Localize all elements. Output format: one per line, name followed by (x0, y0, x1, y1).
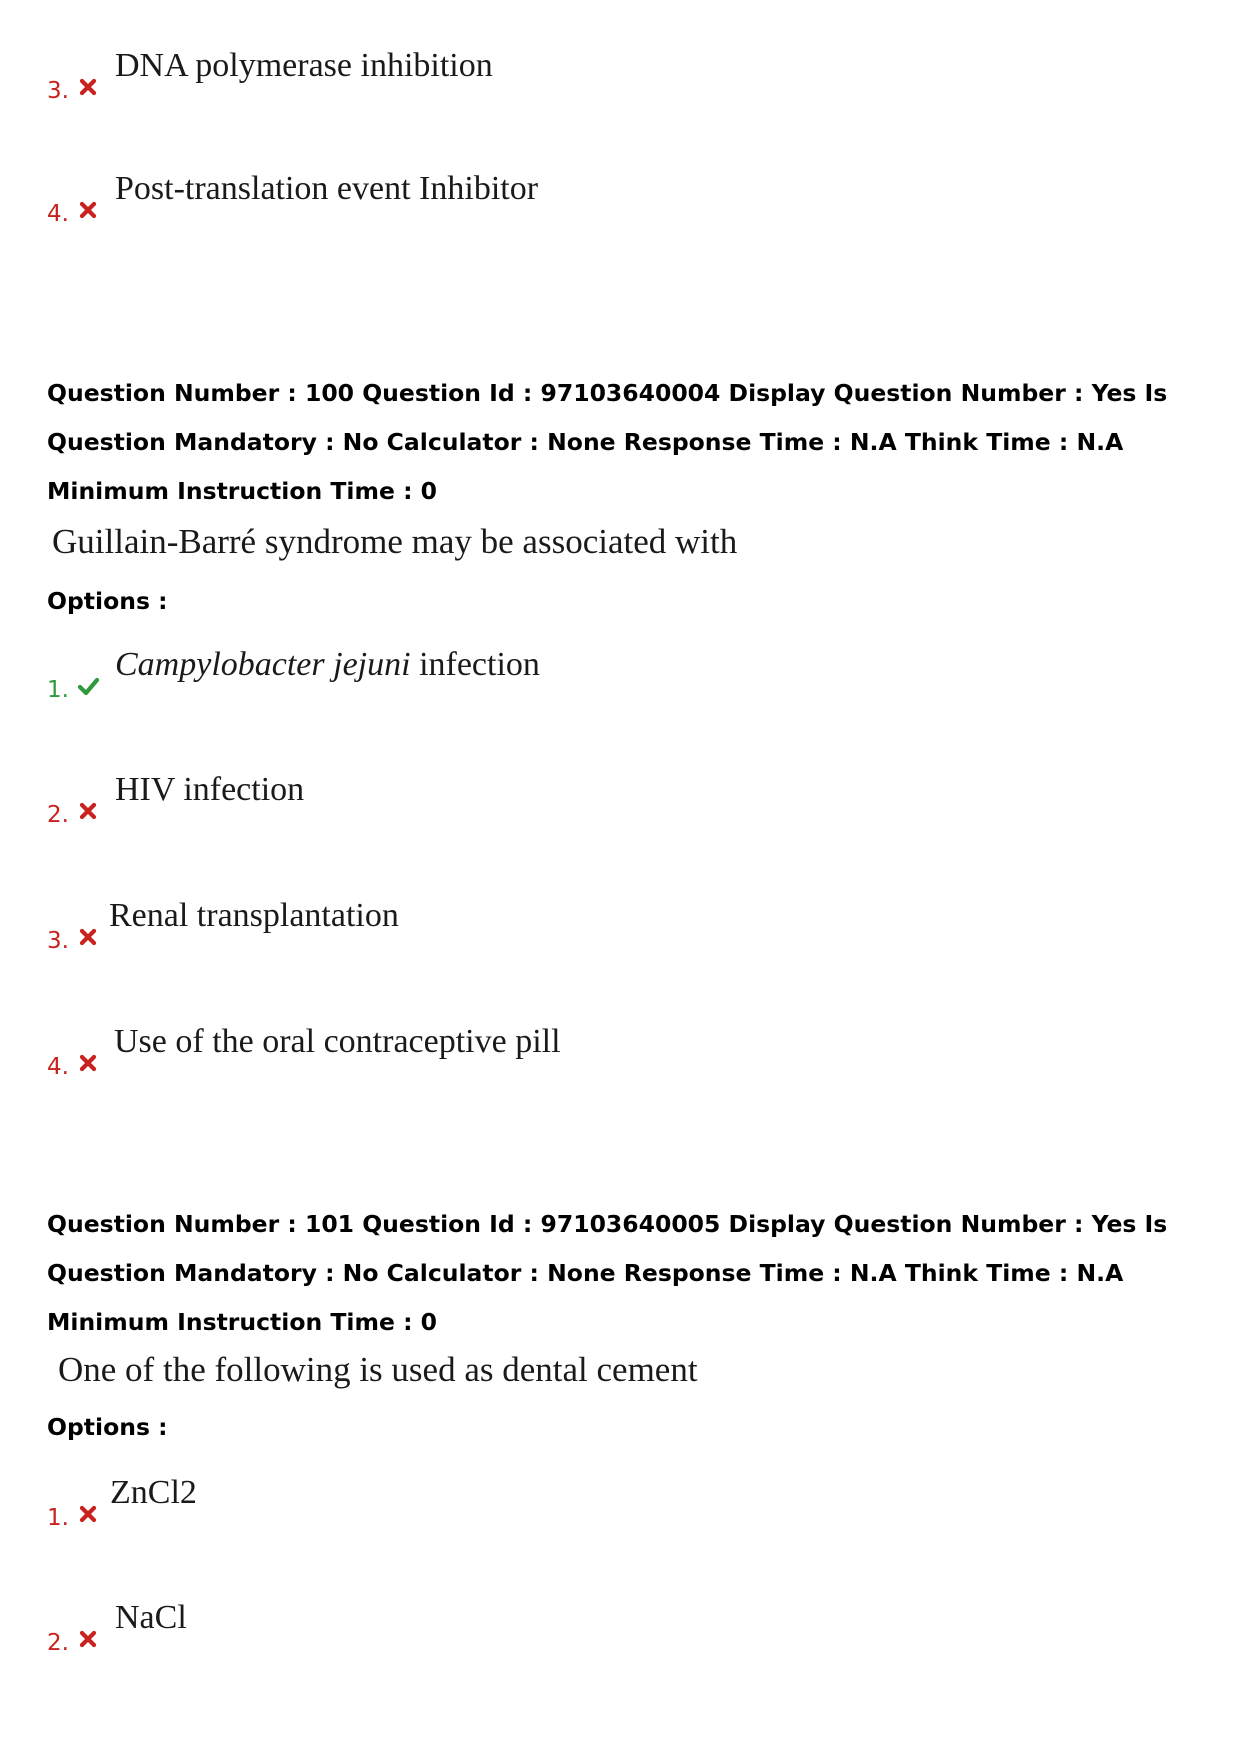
option-item (47, 1596, 947, 1656)
options-label: Options : (47, 587, 168, 615)
option-text: Renal transplantation (109, 897, 399, 934)
cross-icon (77, 800, 99, 822)
question-meta: Question Number : 100 Question Id : 97103640004 Display Question Number : Yes Is Question Mandatory : No Calculator : None Response Time : N.A Think Time : N.A Minimum Instruction Time : 0 (47, 379, 1168, 505)
option-text-italic: Campylobacter jejuni (115, 646, 411, 683)
question-meta: Question Number : 101 Question Id : 97103640005 Display Question Number : Yes Is Question Mandatory : No Calculator : None Response Time : N.A Think Time : N.A Minimum Instruction Time : 0 (47, 1210, 1168, 1336)
cross-icon (77, 926, 99, 948)
option-item (47, 768, 947, 828)
option-number: 1. (47, 677, 69, 703)
option-text: NaCl (115, 1599, 187, 1636)
option-text: Use of the oral contraceptive pill (114, 1023, 561, 1060)
option-number: 3. (47, 78, 69, 104)
option-item (47, 643, 947, 703)
option-item (47, 1471, 947, 1531)
option-number: 3. (47, 928, 69, 954)
option-number: 1. (47, 1505, 69, 1531)
option-number: 4. (47, 1054, 69, 1080)
cross-icon (77, 1503, 99, 1525)
question-text: One of the following is used as dental cement (58, 1350, 698, 1389)
question-text: Guillain-Barré syndrome may be associated with (52, 522, 738, 561)
option-text: ZnCl2 (110, 1474, 197, 1511)
option-text: DNA polymerase inhibition (115, 47, 493, 84)
option-text: HIV infection (115, 771, 305, 808)
option-number: 4. (47, 201, 69, 227)
cross-icon (77, 199, 99, 221)
option-item (47, 894, 947, 954)
option-item (47, 167, 947, 227)
option-item (47, 44, 947, 104)
option-text (115, 643, 540, 687)
cross-icon (77, 76, 99, 98)
option-text-rest: infection (410, 646, 540, 683)
options-label: Options : (47, 1413, 168, 1441)
cross-icon (77, 1628, 99, 1650)
option-item (47, 1020, 947, 1080)
option-text: Post-translation event Inhibitor (115, 170, 539, 207)
option-number: 2. (47, 1630, 69, 1656)
check-icon (76, 675, 100, 697)
cross-icon (77, 1052, 99, 1074)
option-number: 2. (47, 802, 69, 828)
